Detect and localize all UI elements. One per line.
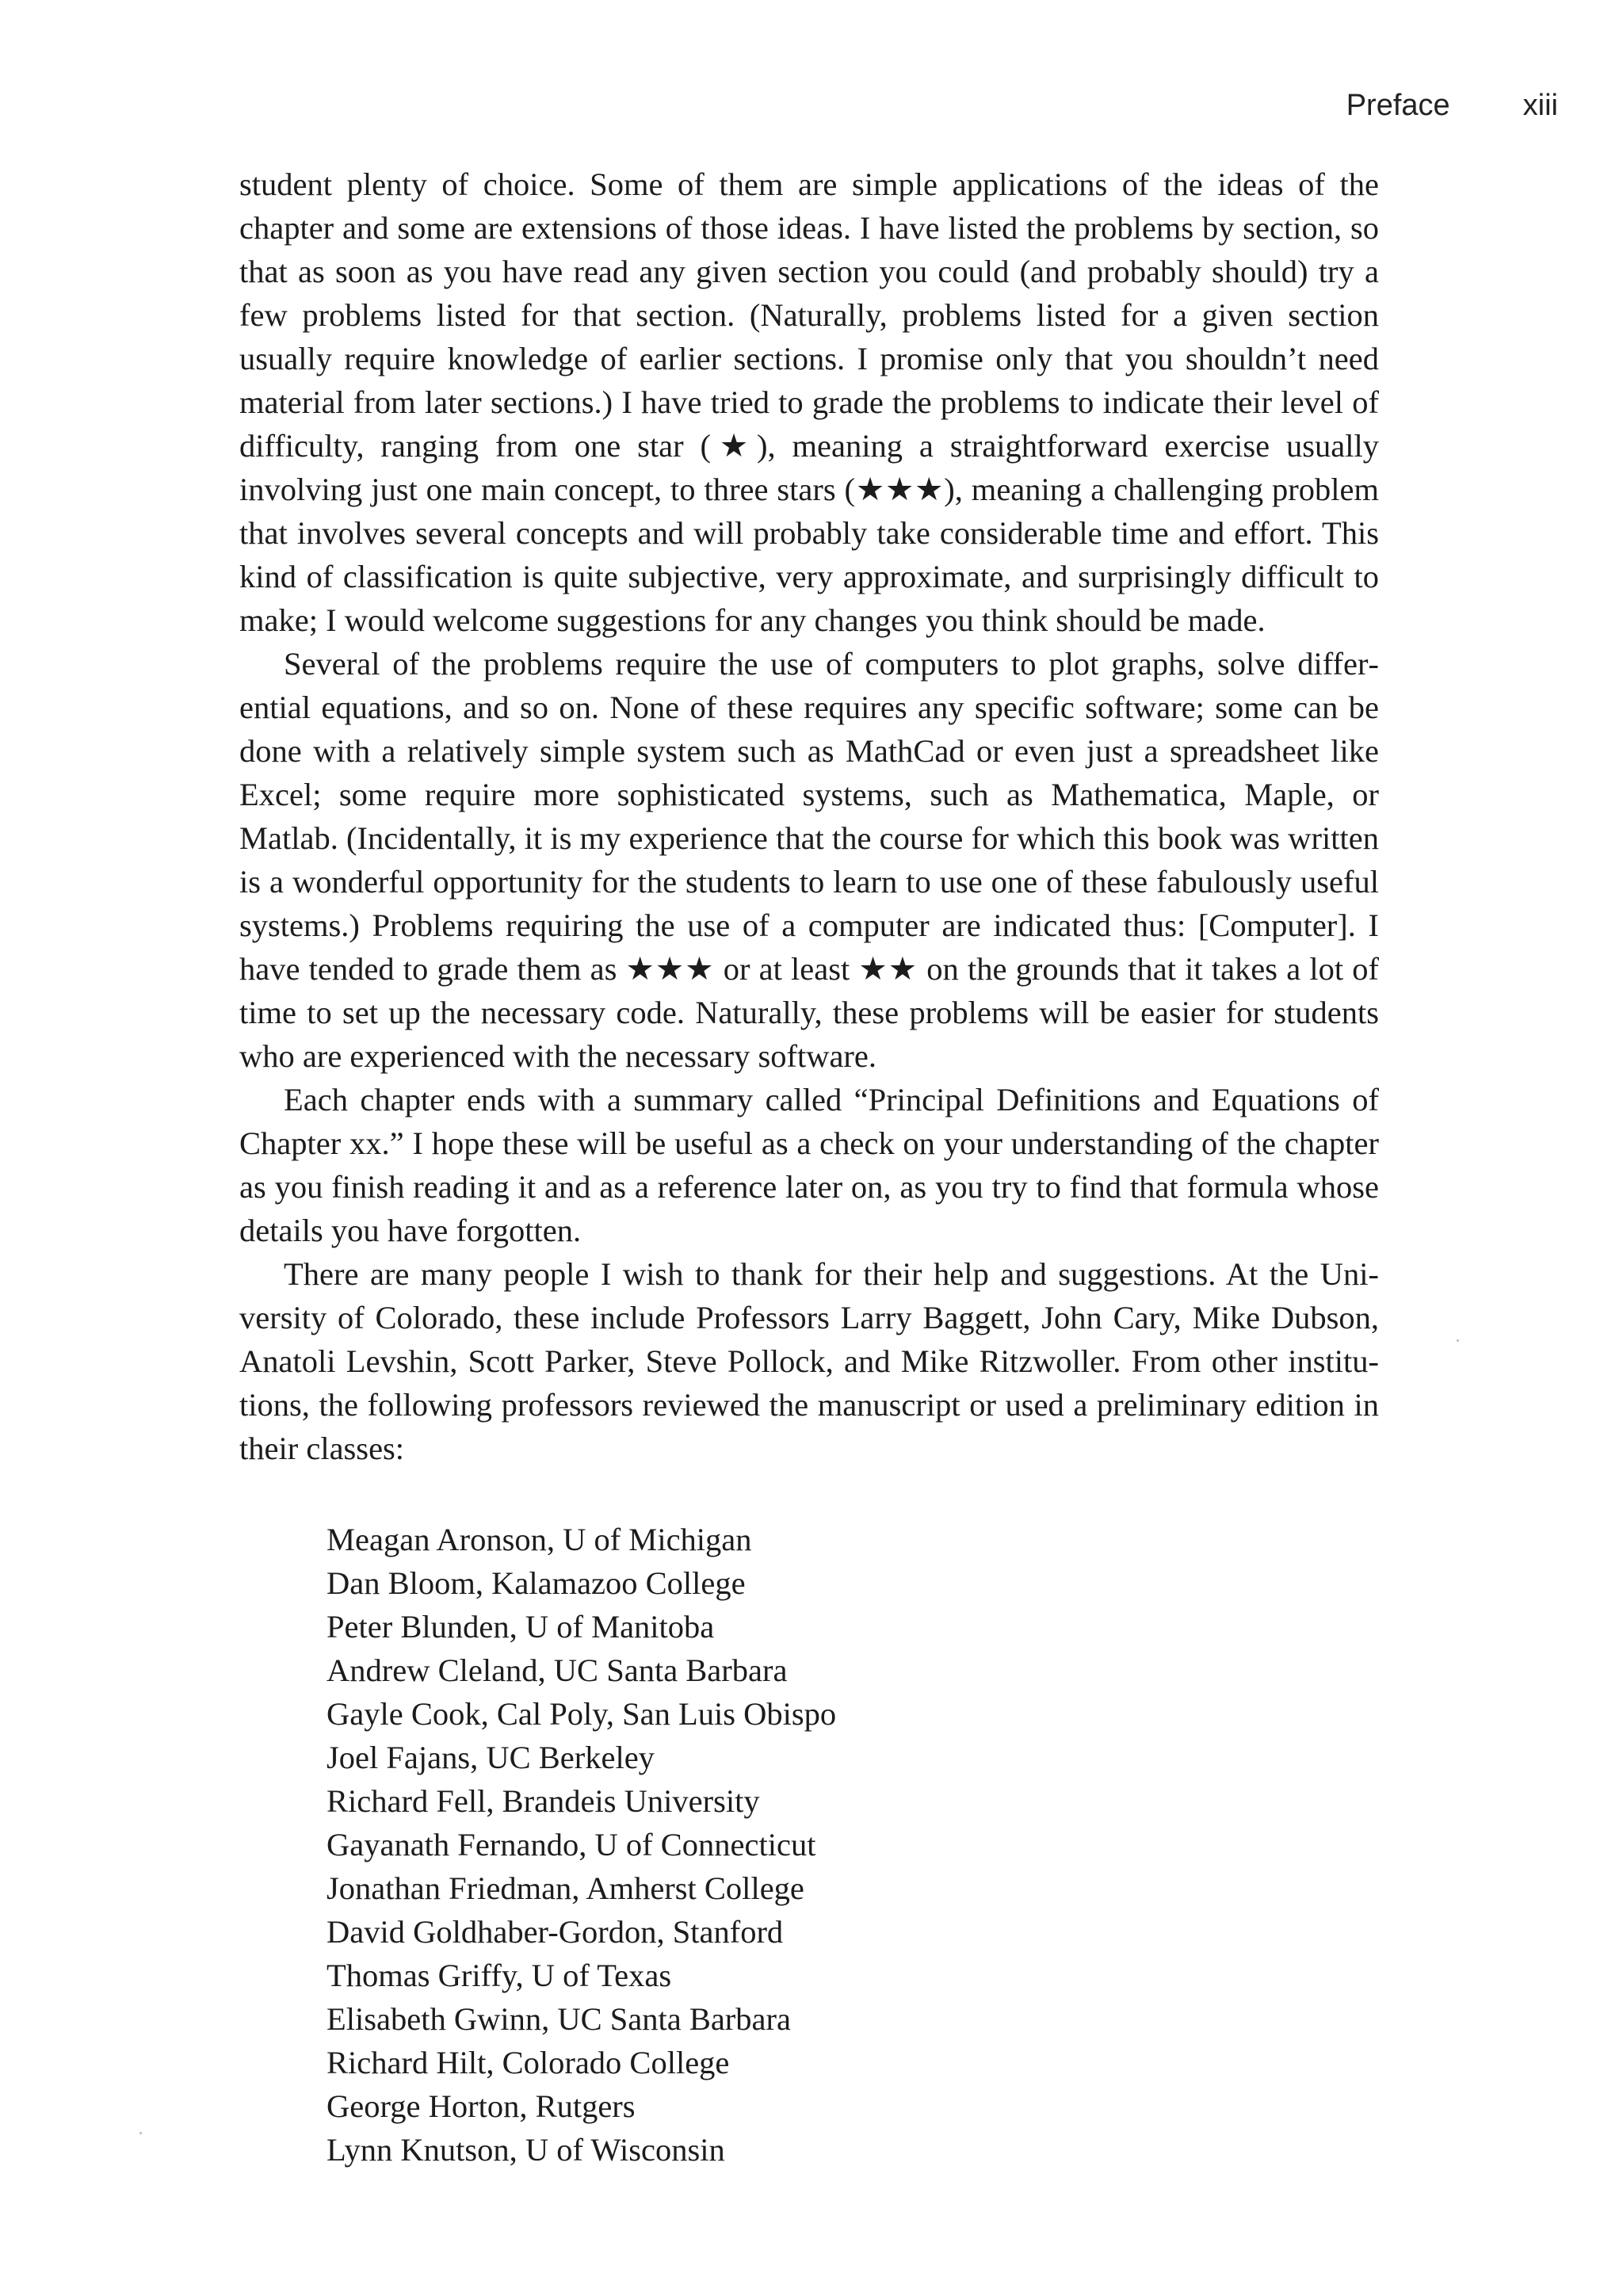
paragraph-chapter-summary: Each chapter ends with a summary called “Principal Definitions and Equations of Chapter xx.” I hope these will be useful as a check on your understanding of the chapter as you finish reading it and as a reference later on, as you try to find that formula whose details you have forgotten. bbox=[239, 1082, 1379, 1248]
list-item: Richard Hilt, Colorado College bbox=[327, 2045, 730, 2080]
list-item: George Horton, Rutgers bbox=[327, 2088, 636, 2124]
list-item: Richard Fell, Brandeis University bbox=[327, 1783, 760, 1819]
list-item: Andrew Cleland, UC Santa Barbara bbox=[327, 1652, 788, 1688]
scan-speck bbox=[139, 2132, 142, 2134]
list-item: David Goldhaber-Gordon, Stanford bbox=[327, 1914, 784, 1950]
list-item: Elisabeth Gwinn, UC Santa Barbara bbox=[327, 2001, 791, 2037]
paragraph-acknowledgments: There are many people I wish to thank for their help and suggestions. At the University of Colorado, these include Professors Larry Baggett, John Cary, Mike Dubson, Anatoli Levshin, Scott Parker, Steve Pollock, and Mike Ritzwoller. From other institutions, the following professors reviewed the manuscript or used a preliminary edition in their classes: bbox=[239, 1256, 1379, 1466]
list-item: Peter Blunden, U of Manitoba bbox=[327, 1609, 715, 1645]
section-title: Preface bbox=[1346, 89, 1450, 122]
list-item: Joel Fajans, UC Berkeley bbox=[327, 1740, 655, 1775]
page-number: xiii bbox=[1522, 89, 1558, 122]
running-head bbox=[1346, 89, 1558, 123]
list-item: Thomas Griffy, U of Texas bbox=[327, 1958, 672, 1993]
paragraph-continued: student plenty of choice. Some of them are simple applications of the ideas of the chapter and some are extensions of those ideas. I have listed the problems by section, so that as soon as you have read any given section you could (and probably should) try a few problems listed for that section. (Naturally, problems listed for a given section usually require knowledge of earlier sections. I promise only that you shouldn’t need material from later sections.) I have tried to grade the problems to indicate their level of difficulty, ranging from one star (★), meaning a straightforward exercise usually involving just one main concept, to three stars (★★★), meaning a challenging problem that involves several concepts and will probably take considerable time and effort. This kind of classification is quite subjective, very approximate, and surprisingly difficult to make; I would welcome suggestions for any changes you think should be made. bbox=[239, 166, 1379, 638]
scan-speck bbox=[1457, 1339, 1459, 1342]
list-item: Dan Bloom, Kalamazoo College bbox=[327, 1565, 746, 1601]
list-item: Gayle Cook, Cal Poly, San Luis Obispo bbox=[327, 1696, 837, 1732]
reviewer-list bbox=[327, 1518, 1379, 2172]
list-item: Meagan Aronson, U of Michigan bbox=[327, 1522, 752, 1557]
paragraph-computer-problems: Several of the problems require the use of computers to plot graphs, solve differential equations, and so on. None of these requires any specific software; some can be done with a relatively simple system such as MathCad or even just a spreadsheet like Excel; some require more sophisticated systems, such as Mathematica, Maple, or Matlab. (Incidentally, it is my experience that the course for which this book was written is a wonderful opportunity for the students to learn to use one of these fabulously useful systems.) Problems requiring the use of a computer are indicated thus: [Computer]. I have tended to grade them as ★★★ or at least ★★ on the grounds that it takes a lot of time to set up the necessary code. Naturally, these problems will be easier for students who are experienced with the necessary software. bbox=[239, 646, 1379, 1074]
list-item: Gayanath Fernando, U of Connecticut bbox=[327, 1827, 816, 1862]
body-text bbox=[239, 162, 1379, 2172]
list-item: Jonathan Friedman, Amherst College bbox=[327, 1870, 804, 1906]
list-item: Lynn Knutson, U of Wisconsin bbox=[327, 2132, 725, 2168]
